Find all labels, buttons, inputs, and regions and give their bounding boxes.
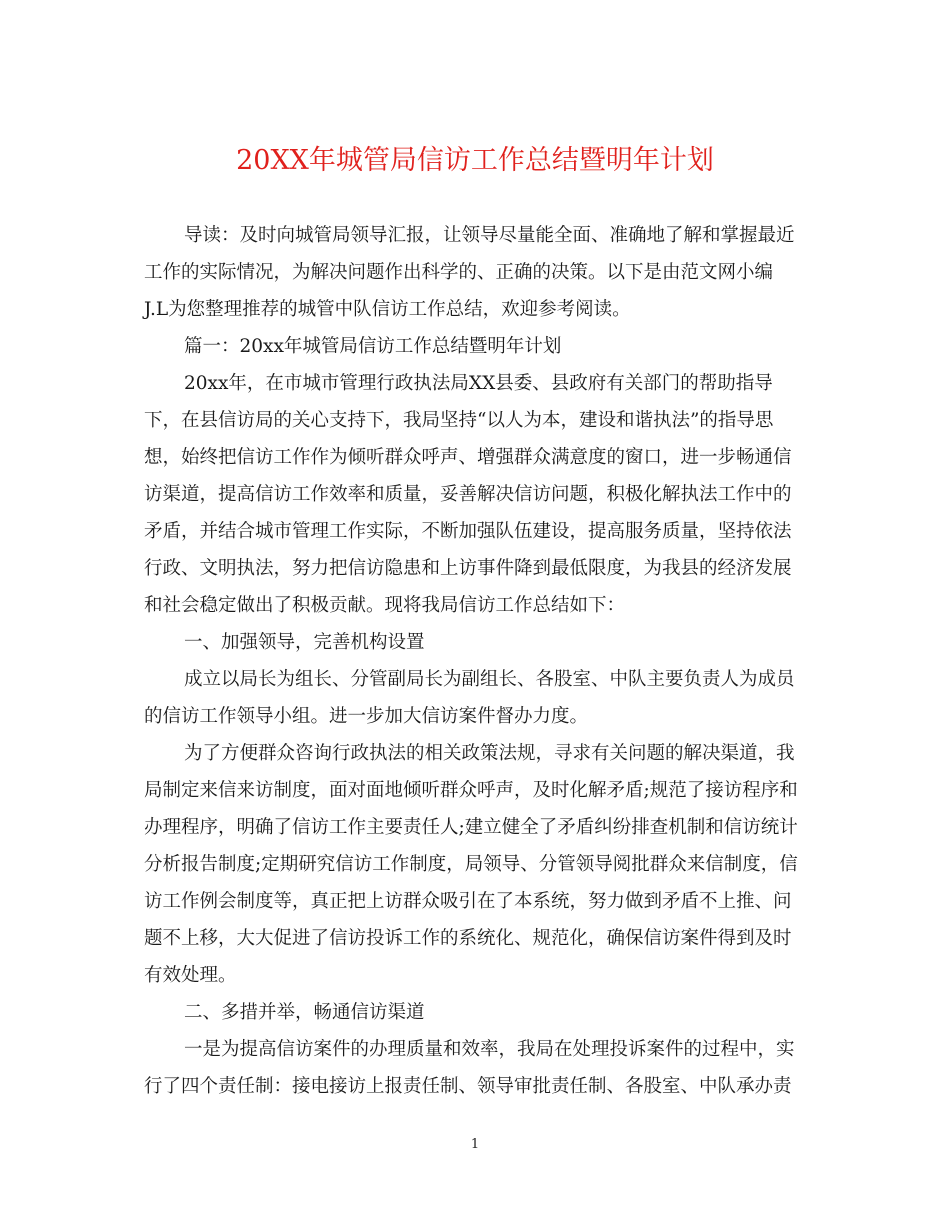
paragraph-line: J.L为您整理推荐的城管中队信访工作总结，欢迎参考阅读。 (144, 299, 631, 320)
paragraph-line: 下，在县信访局的关心支持下，我局坚持“以人为本，建设和谐执法”的指导思 (144, 410, 774, 431)
paragraph-line: 20xx年，在市城市管理行政执法局XX县委、县政府有关部门的帮助指导 (184, 373, 773, 394)
paragraph-line: 行政、文明执法，努力把信访隐患和上访事件降到最低限度，为我县的经济发展 (144, 558, 792, 579)
paragraph-line: 想，始终把信访工作作为倾听群众呼声、增强群众满意度的窗口，进一步畅通信 (144, 447, 792, 468)
paragraph-line: 访工作例会制度等，真正把上访群众吸引在了本系统，努力做到矛盾不上推、问 (144, 891, 792, 912)
paragraph-line: 访渠道，提高信访工作效率和质量，妥善解决信访问题，积极化解执法工作中的 (144, 484, 792, 505)
paragraph-line: 的信访工作领导小组。进一步加大信访案件督办力度。 (144, 706, 589, 727)
section-heading: 一、加强领导，完善机构设置 (184, 632, 425, 653)
paragraph-line: 一是为提高信访案件的办理质量和效率，我局在处理投诉案件的过程中，实 (184, 1039, 795, 1060)
page-number: 1 (470, 1137, 480, 1152)
paragraph-line: 为了方便群众咨询行政执法的相关政策法规，寻求有关问题的解决渠道，我 (184, 743, 795, 764)
paragraph-line: 矛盾，并结合城市管理工作实际，不断加强队伍建设，提高服务质量，坚持依法 (144, 521, 792, 542)
section-heading: 二、多措并举，畅通信访渠道 (184, 1002, 425, 1023)
paragraph-line: 和社会稳定做出了积极贡献。现将我局信访工作总结如下： (144, 595, 626, 616)
paragraph-line: 导读：及时向城管局领导汇报，让领导尽量能全面、准确地了解和掌握最近 (184, 225, 795, 246)
paragraph-line: 行了四个责任制：接电接访上报责任制、领导审批责任制、各股室、中队承办责 (144, 1076, 792, 1097)
paragraph-line: 办理程序，明确了信访工作主要责任人;建立健全了矛盾纠纷排查机制和信访统计 (144, 817, 798, 838)
document-title: 20XX年城管局信访工作总结暨明年计划 (236, 145, 714, 176)
section-heading: 篇一：20xx年城管局信访工作总结暨明年计划 (184, 336, 562, 357)
paragraph-line: 工作的实际情况，为解决问题作出科学的、正确的决策。以下是由范文网小编 (144, 262, 774, 283)
paragraph-line: 成立以局长为组长、分管副局长为副组长、各股室、中队主要负责人为成员 (184, 669, 795, 690)
paragraph-line: 有效处理。 (144, 965, 237, 986)
paragraph-line: 题不上移，大大促进了信访投诉工作的系统化、规范化，确保信访案件得到及时 (144, 928, 792, 949)
paragraph-line: 分析报告制度;定期研究信访工作制度，局领导、分管领导阅批群众来信制度，信 (144, 854, 798, 875)
paragraph-line: 局制定来信来访制度，面对面地倾听群众呼声，及时化解矛盾;规范了接访程序和 (144, 780, 798, 801)
